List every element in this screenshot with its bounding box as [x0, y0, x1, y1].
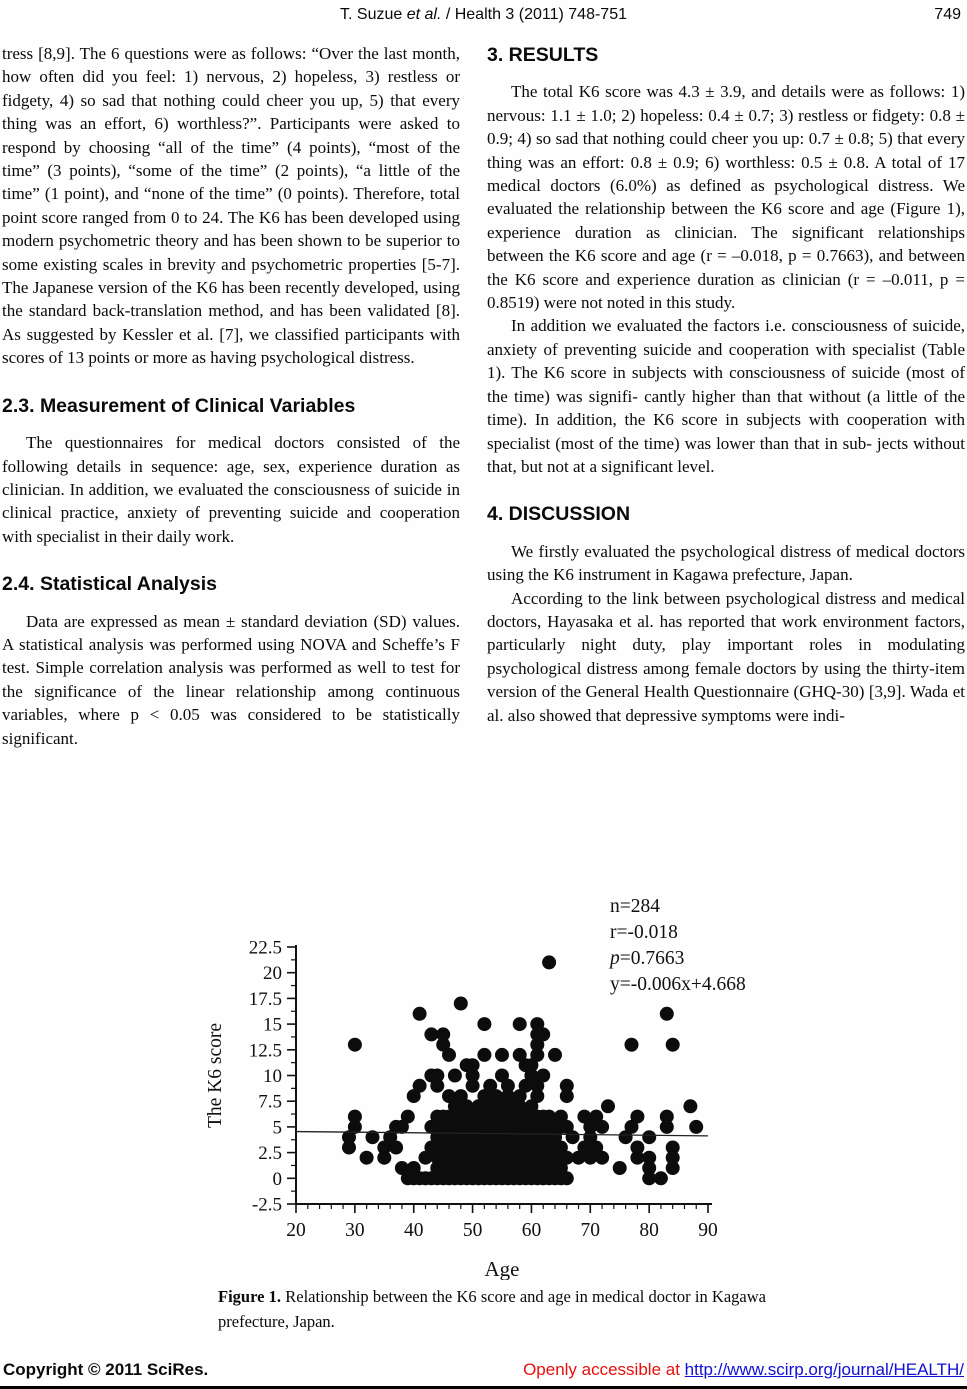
svg-text:20: 20: [286, 1220, 306, 1241]
svg-text:60: 60: [521, 1220, 542, 1241]
svg-text:80: 80: [639, 1220, 659, 1241]
paragraph-statistical-analysis: Data are expressed as mean ± standard deviation (SD) values. A statistical analysis was performed using NOVA and Scheffe’s F test. Simple correlation analysis was performed as well to test for the significance of the linear relationship among continuous variables, where p < 0.05 was considered to be statistically significant.: [2, 611, 460, 748]
page-footer: [3, 1360, 964, 1380]
svg-text:2.5: 2.5: [258, 1143, 282, 1165]
openly-accessible-text: Openly accessible at: [523, 1360, 685, 1379]
page-number: 749: [934, 6, 961, 23]
svg-text:50: 50: [462, 1220, 483, 1241]
access-statement: [523, 1360, 964, 1380]
figure-1-scatter-plot: [205, 884, 945, 1280]
paragraph-clinical-variables: The questionnaires for medical doctors consisted of the following details in sequence: age, sex, experience duration as clinician. In addition, we evaluated the consciousness of suicide in clinical practice, anxiety of preventing suicide and cooperation with specialist in their daily work.: [2, 433, 460, 546]
section-heading-discussion: 4. DISCUSSION: [487, 503, 631, 526]
running-head-citation: [340, 6, 627, 24]
svg-text:15: 15: [263, 1014, 282, 1036]
paragraph-discussion-1: We firstly evaluated the psychological distress of medical doctors using the K6 instrument in Kagawa prefecture, Japan.: [487, 541, 965, 585]
y-axis-label: The K6 score: [205, 1022, 226, 1129]
journal-link[interactable]: http://www.scirp.org/journal/HEALTH/: [684, 1360, 964, 1379]
paragraph-k6-questions: tress [8,9]. The 6 questions were as follows: “Over the last month, how often did you feel: 1) nervous, 2) hopeless, 3) restless or fidgety, 4) so sad that nothing could cheer you up, 5) that every thing was an effort, 6) worthless?”. Participants were asked to respond by choosing “all of the time” (4 points), “most of the time” (3 points), “some of the time” (2 points), “a little of the time” (1 point), and “none of the time” (0 points). Therefore, total point score ranged from 0 to 24. The K6 has been developed using modern psychometric theory and has been shown to be superior to some existing scales in brevity and psychometric properties [5-7]. The Japanese version of the K6 has been recently developed, using the standard back-translation method, and has been validated [8]. As suggested by Kessler et al. [7], we classified participants with scores of 13 points or more as having psychological distress.: [2, 44, 460, 368]
svg-text:n=284: n=284: [610, 896, 660, 917]
svg-text:10: 10: [263, 1066, 282, 1087]
svg-text:-2.5: -2.5: [251, 1194, 282, 1216]
svg-text:12.5: 12.5: [248, 1040, 282, 1062]
svg-text:y=-0.006x+4.668: y=-0.006x+4.668: [610, 974, 746, 995]
paragraph-results-2: In addition we evaluated the factors i.e. consciousness of suicide, anxiety of preventing suicide and cooperation with specialist (Table 1). The K6 score in subjects with consciousness of suicide (most of the time) was signifi- cantly higher than that without (a little of the time). In addition, the K6 score in subjects with cooperation with specialist (most of the time) was lower than that in sub- jects without that, but not at a significant level.: [487, 316, 965, 476]
paragraph-discussion-2: According to the link between psychological distress and medical doctors, Hayasaka et al. has reported that work environment factors, particularly night duty, play important roles in modulating psychological distress among female doctors by using the thirty-item version of the General Health Questionnaire (GHQ-30) [3,9]. Wada et al. also showed that depressive symptoms were indi-: [487, 588, 965, 725]
left-column: [2, 42, 460, 750]
right-column: [487, 42, 965, 727]
x-axis-label: Age: [484, 1257, 520, 1280]
svg-text:0: 0: [272, 1168, 282, 1190]
section-heading-2-3: 2.3. Measurement of Clinical Variables: [2, 394, 356, 417]
svg-text:22.5: 22.5: [248, 937, 282, 959]
figure-caption-label: Figure 1.: [218, 1287, 282, 1306]
paragraph-results-1: The total K6 score was 4.3 ± 3.9, and details were as follows: 1) nervous: 1.1 ± 1.0; 2) hopeless: 0.4 ± 0.7; 3) restless or fidgety: 0.8 ± 0.9; 4) so sad that nothing could cheer you up: 0.7 ± 0.8; 5) that every thing was an effort: 0.8 ± 0.9; 6) worthless: 0.5 ± 0.8. A total of 17 medical doctors (6.0%) as defined as psychological distress. We evaluated the relationship between the K6 score and age (Figure 1), experience duration as clinician. The significant relationships between the K6 score and age (r = –0.018, p = 0.7663), and between the K6 score and experience duration as clinician (r = –0.011, p = 0.8519) were not noted in this study.: [487, 82, 965, 313]
figure-1: [0, 884, 967, 1282]
section-heading-results: 3. RESULTS: [487, 44, 599, 66]
svg-text:17.5: 17.5: [248, 988, 282, 1010]
svg-text:90: 90: [698, 1220, 718, 1241]
citation-etal: et al.: [406, 6, 442, 23]
section-heading-2-4: 2.4. Statistical Analysis: [2, 573, 217, 596]
chart-annotation: [608, 896, 746, 995]
figure-caption-text: Relationship between the K6 score and age in medical doctor in Kagawa prefecture, Japan.: [218, 1287, 766, 1331]
copyright-notice: Copyright © 2011 SciRes.: [3, 1360, 209, 1379]
svg-text:7.5: 7.5: [258, 1091, 282, 1113]
svg-text:20: 20: [263, 963, 282, 985]
figure-1-caption: [218, 1284, 766, 1334]
svg-text:p=0.7663: p=0.7663: [610, 948, 685, 969]
svg-text:5: 5: [272, 1117, 282, 1139]
svg-text:r=-0.018: r=-0.018: [610, 922, 678, 943]
svg-text:70: 70: [580, 1220, 601, 1241]
svg-text:40: 40: [403, 1220, 424, 1241]
citation-authors: T. Suzue: [340, 6, 407, 23]
svg-text:30: 30: [345, 1220, 365, 1241]
citation-journal: / Health 3 (2011) 748-751: [441, 6, 627, 23]
